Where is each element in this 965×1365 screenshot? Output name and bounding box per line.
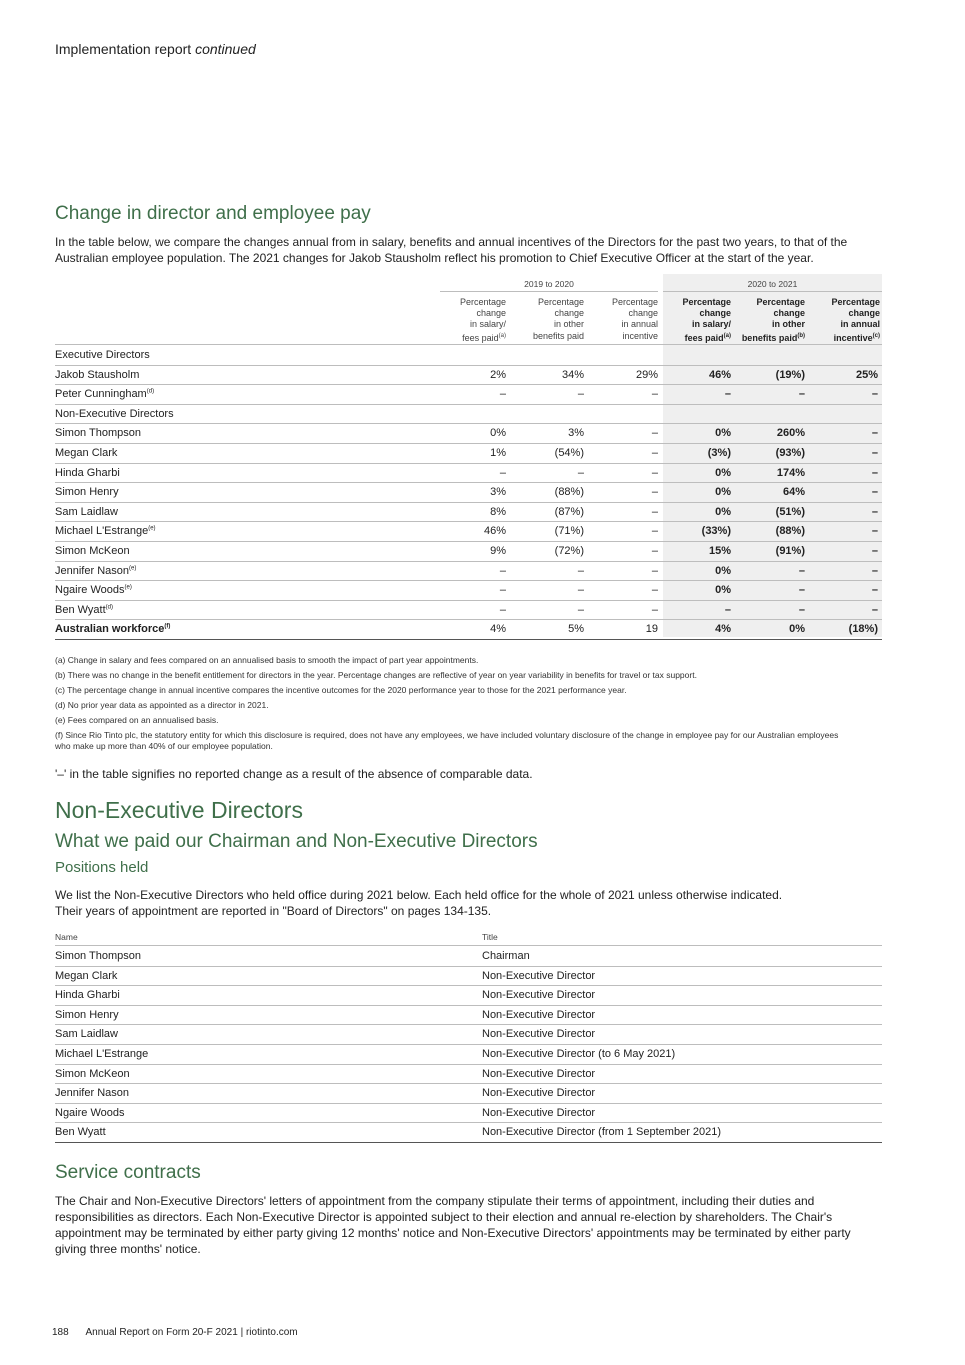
value-cell: –	[798, 603, 805, 616]
table-row	[55, 521, 882, 542]
value-cell: (88%)	[775, 525, 805, 538]
footnote: (f) Since Rio Tinto plc, the statutory entity for which this disclosure is required, does not have any employees, we have included voluntary disclosure of the change in employee pay for our Australian employees who make up more than 40% of our employee population.	[55, 730, 839, 751]
position-title: Non-Executive Director	[482, 1087, 596, 1100]
table-row	[55, 443, 882, 464]
col-header: Percentage change in other benefits paid$^{(b)}$	[741, 297, 805, 343]
value-cell: (71%)	[554, 525, 584, 538]
position-name: Jennifer Nason	[55, 1087, 129, 1100]
value-cell: 0%	[715, 486, 731, 499]
director-name: Simon Thompson	[55, 427, 142, 440]
value-cell: (18%)	[848, 623, 878, 636]
position-name: Hinda Gharbi	[55, 989, 120, 1002]
value-cell: (88%)	[554, 486, 584, 499]
report-name: Annual Report on Form 20-F 2021	[85, 1327, 238, 1338]
table-row	[55, 423, 882, 444]
value-cell: –	[499, 603, 506, 616]
value-cell: –	[651, 447, 658, 459]
director-name: Ngaire Woods$^{(e)}$	[55, 584, 132, 597]
value-cell: –	[798, 564, 805, 577]
positions-intro: We list the Non-Executive Directors who held office during 2021 below. Each held office for the whole of 2021 unless otherwise indicated. Their years of appointment are reported in "Board of Directors" on pages 134-135.	[55, 888, 783, 918]
col-header: Percentage change in other benefits paid	[532, 297, 584, 341]
table-row	[55, 365, 882, 386]
value-cell: –	[577, 603, 584, 616]
value-cell: 4%	[715, 623, 731, 636]
value-cell: (72%)	[554, 545, 584, 557]
value-cell: –	[499, 388, 506, 401]
section-row-nonexecutive: Non-Executive Directors	[55, 404, 882, 425]
footnote: (d) No prior year data as appointed as a director in 2021.	[55, 700, 269, 710]
position-title: Non-Executive Director	[482, 1028, 596, 1041]
value-cell: 29%	[635, 368, 658, 381]
col-header: Percentage change in annual incentive	[611, 297, 658, 341]
position-name: Sam Laidlaw	[55, 1028, 118, 1041]
position-name: Simon Thompson	[55, 950, 142, 962]
value-cell: (54%)	[554, 447, 584, 459]
table-row	[55, 502, 882, 523]
col-header: Percentage change in annual incentive$^{(c)}$	[831, 297, 880, 343]
ned-section-title: Non-Executive Directors	[55, 797, 303, 823]
value-cell: 25%	[855, 368, 878, 381]
director-name: Michael L'Estrange$^{(e)}$	[55, 525, 156, 538]
position-name: Simon McKeon	[55, 1067, 130, 1080]
director-name: Jennifer Nason$^{(e)}$	[55, 564, 137, 577]
col-header-name: Name	[55, 932, 78, 942]
position-title: Non-Executive Director	[482, 1067, 596, 1080]
footnote: (a) Change in salary and fees compared on an annualised basis to smooth the impact of part year appointments.	[55, 655, 479, 665]
value-cell: (87%)	[554, 505, 584, 518]
value-cell: 8%	[490, 505, 506, 518]
value-cell: –	[577, 564, 584, 577]
value-cell: 1%	[490, 447, 506, 459]
value-cell: –	[651, 505, 658, 518]
position-title: Non-Executive Director	[482, 1106, 596, 1119]
value-cell: –	[651, 388, 658, 401]
position-title: Chairman	[482, 950, 530, 962]
header-suffix: continued	[195, 41, 256, 57]
col-header-title: Title	[482, 932, 498, 942]
value-cell: 3%	[568, 427, 584, 440]
value-cell: 46%	[483, 525, 506, 538]
ned-subtitle: What we paid our Chairman and Non-Executive Directors	[55, 831, 538, 852]
value-cell: –	[499, 564, 506, 577]
value-cell: 9%	[490, 545, 506, 557]
value-cell: –	[651, 603, 658, 616]
table-row	[55, 541, 882, 562]
value-cell: –	[724, 603, 731, 616]
value-cell: –	[871, 466, 878, 479]
table-row	[55, 463, 882, 484]
value-cell: (51%)	[775, 505, 805, 518]
position-row	[55, 966, 882, 987]
value-cell: (93%)	[775, 447, 805, 459]
page-footer	[52, 1327, 298, 1338]
value-cell: –	[871, 584, 878, 597]
value-cell: (91%)	[775, 545, 805, 557]
director-name: Jakob Stausholm	[55, 368, 140, 381]
group-2020-2021: 2020 to 2021	[747, 279, 798, 289]
position-title: Non-Executive Director (to 6 May 2021)	[482, 1048, 676, 1060]
director-name: Megan Clark	[55, 447, 118, 459]
value-cell: (19%)	[775, 368, 805, 381]
running-header	[55, 41, 256, 57]
value-cell: 0%	[715, 584, 731, 597]
value-cell: 3%	[490, 486, 506, 499]
table-row	[55, 619, 882, 640]
value-cell: –	[724, 388, 731, 401]
header-title: Implementation report	[55, 41, 192, 57]
value-cell: 2%	[490, 368, 506, 381]
position-row	[55, 1083, 882, 1104]
table-row	[55, 580, 882, 601]
value-cell: –	[651, 564, 658, 577]
position-name: Ben Wyatt	[55, 1126, 106, 1139]
position-title: Non-Executive Director (from 1 September 2021)	[482, 1126, 722, 1139]
position-title: Non-Executive Director	[482, 1008, 596, 1021]
director-name: Simon McKeon	[55, 545, 130, 557]
value-cell: –	[577, 466, 584, 479]
value-cell: –	[651, 525, 658, 538]
director-name: Sam Laidlaw	[55, 505, 118, 518]
value-cell: 19	[645, 623, 658, 636]
footer-separator: |	[240, 1327, 244, 1338]
value-cell: –	[871, 603, 878, 616]
col-header: Percentage change in salary/ fees paid$^{(a)}$	[459, 297, 506, 343]
position-name: Simon Henry	[55, 1008, 119, 1021]
value-cell: –	[871, 564, 878, 577]
value-cell: 34%	[561, 368, 584, 381]
value-cell: 174%	[776, 466, 805, 479]
col-header: Percentage change in salary/ fees paid$^{(a)}$	[682, 297, 731, 343]
director-name: Hinda Gharbi	[55, 466, 120, 479]
value-cell: –	[651, 427, 658, 440]
value-cell: 0%	[490, 427, 506, 440]
position-row	[55, 1122, 882, 1143]
value-cell: 15%	[708, 545, 731, 557]
position-row	[55, 946, 882, 967]
position-row	[55, 1044, 882, 1065]
value-cell: –	[871, 525, 878, 538]
dash-note: '–' in the table signifies no reported change as a result of the absence of comparable data.	[55, 767, 533, 781]
value-cell: 0%	[715, 466, 731, 479]
director-name: Peter Cunningham$^{(d)}$	[55, 388, 155, 401]
position-row	[55, 1005, 882, 1026]
position-title: Non-Executive Director	[482, 989, 596, 1002]
value-cell: –	[577, 388, 584, 401]
table-row	[55, 482, 882, 503]
director-name: Australian workforce$^{(f)}$	[55, 623, 171, 636]
change-section-title: Change in director and employee pay	[55, 203, 371, 224]
position-name: Megan Clark	[55, 969, 118, 982]
value-cell: –	[871, 447, 878, 459]
director-name: Ben Wyatt$^{(d)}$	[55, 603, 113, 616]
position-row	[55, 1024, 882, 1045]
service-text: The Chair and Non-Executive Directors' letters of appointment from the company stipulate their terms of appointment, including their duties and responsibilities as directors. Each Non-Executive Director is appointed subject to their election and annual re-election by shareholders. The Chair's appointment may be terminated by either party giving 12 months' notice and Non-Executive Directors' appointments may be terminated by either party giving three months' notice.	[55, 1194, 851, 1256]
value-cell: –	[871, 427, 878, 440]
value-cell: 260%	[776, 427, 805, 440]
value-cell: 0%	[715, 427, 731, 440]
value-cell: –	[651, 466, 658, 479]
value-cell: 64%	[782, 486, 805, 499]
value-cell: –	[871, 545, 878, 557]
value-cell: 0%	[715, 505, 731, 518]
director-name: Simon Henry	[55, 486, 119, 499]
value-cell: –	[499, 466, 506, 479]
positions-title: Positions held	[55, 859, 149, 876]
group-rule-2020	[663, 291, 882, 292]
footnote: (e) Fees compared on an annualised basis.	[55, 715, 219, 725]
value-cell: 46%	[708, 368, 731, 381]
position-name: Ngaire Woods	[55, 1106, 125, 1119]
table-row	[55, 600, 882, 621]
value-cell: –	[577, 584, 584, 597]
value-cell: –	[651, 545, 658, 557]
value-cell: –	[499, 584, 506, 597]
value-cell: 0%	[789, 623, 805, 636]
service-title: Service contracts	[55, 1162, 201, 1183]
value-cell: 5%	[568, 623, 584, 636]
change-section-intro: In the table below, we compare the changes annual from in salary, benefits and annual incentives of the Directors for the past two years, to that of the Australian employee population. The 2021 changes for Jakob Stausholm reflect his promotion to Chief Executive Officer at the start of the year.	[55, 235, 848, 265]
value-cell: –	[871, 486, 878, 499]
section-row-executive: Executive Directors	[55, 345, 882, 366]
value-cell: –	[798, 388, 805, 401]
value-cell: 0%	[715, 564, 731, 577]
footnote: (c) The percentage change in annual incentive compares the incentive outcomes for the 2020 performance year to those for the 2021 performance year.	[55, 685, 627, 695]
value-cell: –	[798, 584, 805, 597]
position-name: Michael L'Estrange	[55, 1048, 149, 1060]
value-cell: –	[651, 584, 658, 597]
website-link[interactable]: riotinto.com	[245, 1327, 298, 1338]
position-row	[55, 1064, 882, 1085]
position-title: Non-Executive Director	[482, 969, 596, 982]
group-2019-2020: 2019 to 2020	[524, 279, 574, 289]
value-cell: (3%)	[707, 447, 731, 459]
value-cell: (33%)	[701, 525, 731, 538]
position-row	[55, 1103, 882, 1124]
value-cell: –	[651, 486, 658, 499]
position-row	[55, 985, 882, 1006]
table-row	[55, 561, 882, 582]
value-cell: –	[871, 388, 878, 401]
footnote: (b) There was no change in the benefit entitlement for directors in the year. Percentage changes are reflective of year on year variability in benefits for travel or tax support.	[55, 670, 697, 680]
value-cell: 4%	[490, 623, 506, 636]
page-number: 188	[52, 1327, 69, 1338]
group-rule-2019	[440, 291, 658, 292]
table-row	[55, 384, 882, 405]
value-cell: –	[871, 505, 878, 518]
